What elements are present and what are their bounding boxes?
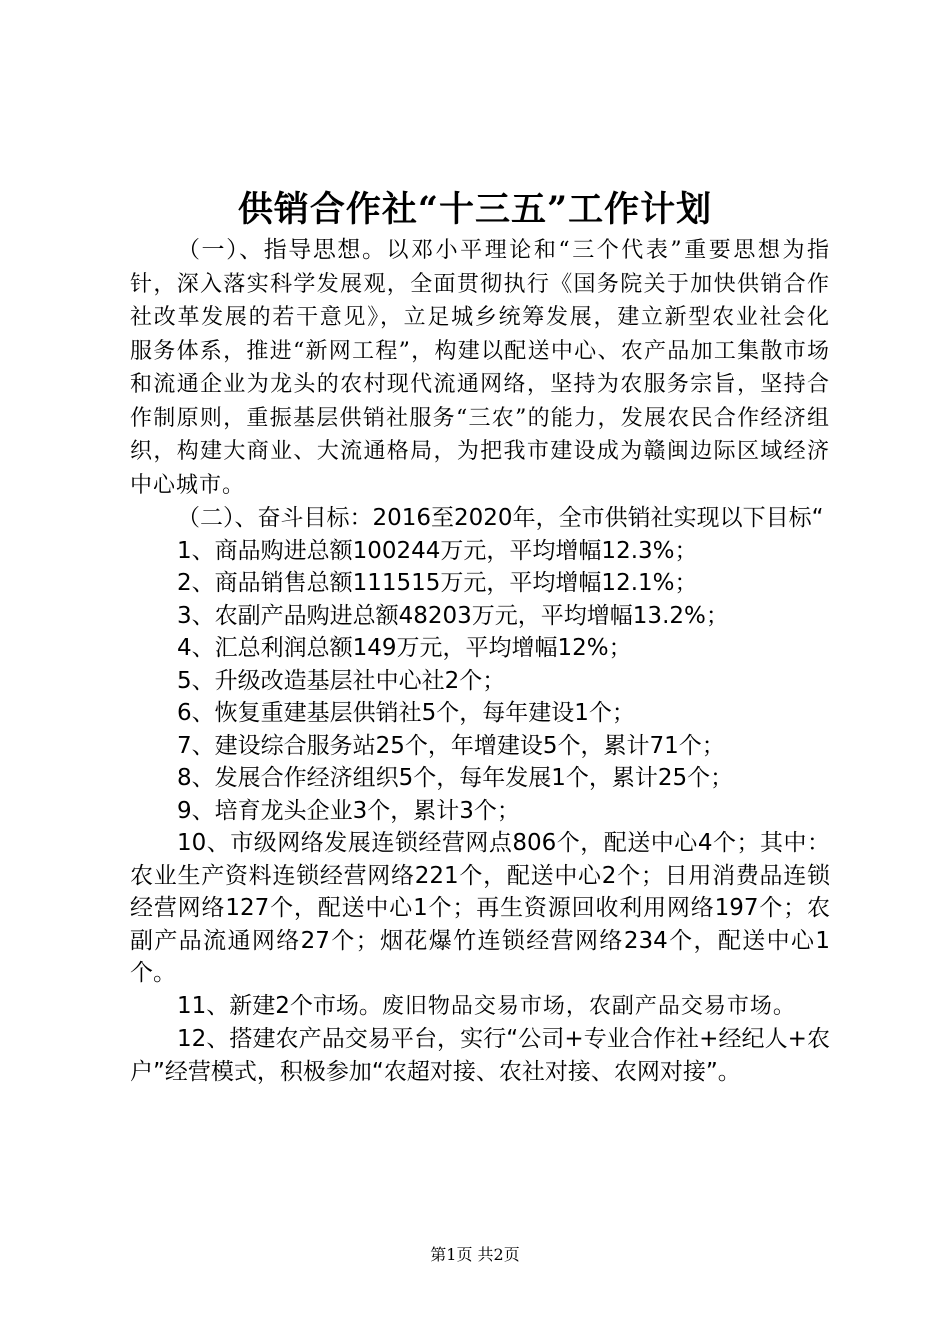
document-title: 供销合作社“十三五”工作计划 (237, 189, 713, 230)
section1-text: 以邓小平理论和“三个代表”重要思想为指针，深入落实科学发展观，全面贯彻执行《国务院关于加快供销合作社改革发展的若干意见》，立足城乡统筹发展，建立新型农业社会化服务体系，推进“新网工程”，构建以配送中心、农产品加工集散市场和流通企业为龙头的农村现代流通网络，坚持为农服务宗旨，坚持合作制原则，重振基层供销社服务“三农”的能力，发展农民合作经济组织，构建大商业、大流通格局，为把我市建设成为赣闽边际区域经济中心城市。 (130, 238, 830, 498)
goal-item: 8、发展合作经济组织5个，每年发展1个，累计25个； (177, 765, 734, 791)
goal-item: 2、商品销售总额111515万元，平均增幅12.1%； (177, 570, 698, 596)
goal11-lead: 11、新建2个市场。 (177, 992, 382, 1019)
goal11-rest: 废旧物品交易市场，农副产品交易市场。 (381, 993, 796, 1019)
goal-item: 3、农副产品购进总额48203万元，平均增幅13.2%； (177, 602, 729, 629)
page-footer: 第1页 共2页 (430, 1245, 520, 1264)
goal-item: 6、恢复重建基层供销社5个，每年建设1个； (177, 700, 635, 726)
goal-item-12: 12、搭建农产品交易平台，实行“公司+专业合作社+经纪人+农户”经营模式，积极参加“农超对接、农社对接、农网对接”。 (130, 1026, 830, 1085)
goal-item: 4、汇总利润总额149万元，平均增幅12%； (177, 635, 632, 661)
goal-item-11 (130, 990, 830, 1024)
document-body (130, 234, 830, 1088)
goal-item: 5、升级改造基层社中心社2个； (177, 667, 506, 694)
goal-item: 9、培育龙头企业3个，累计3个； (177, 797, 520, 824)
section1-heading: （一）、指导思想。 (177, 237, 387, 263)
section-guiding-ideology (130, 234, 830, 502)
goal-item: 7、建设综合服务站25个，年增建设5个，累计71个； (177, 732, 725, 759)
section-goals-heading: （二）、奋斗目标：2016至2020年，全市供销社实现以下目标“ (177, 505, 824, 531)
goal-item: 10、市级网络发展连锁经营网点806个，配送中心4个；其中：农业生产资料连锁经营网络221个，配送中心2个；日用消费品连锁经营网络127个，配送中心1个；再生资源回收利用网络197个；农副产品流通网络27个；烟花爆竹连锁经营网络234个，配送中心1个。 (130, 830, 830, 986)
goal-item: 1、商品购进总额100244万元，平均增幅12.3%； (177, 537, 698, 564)
